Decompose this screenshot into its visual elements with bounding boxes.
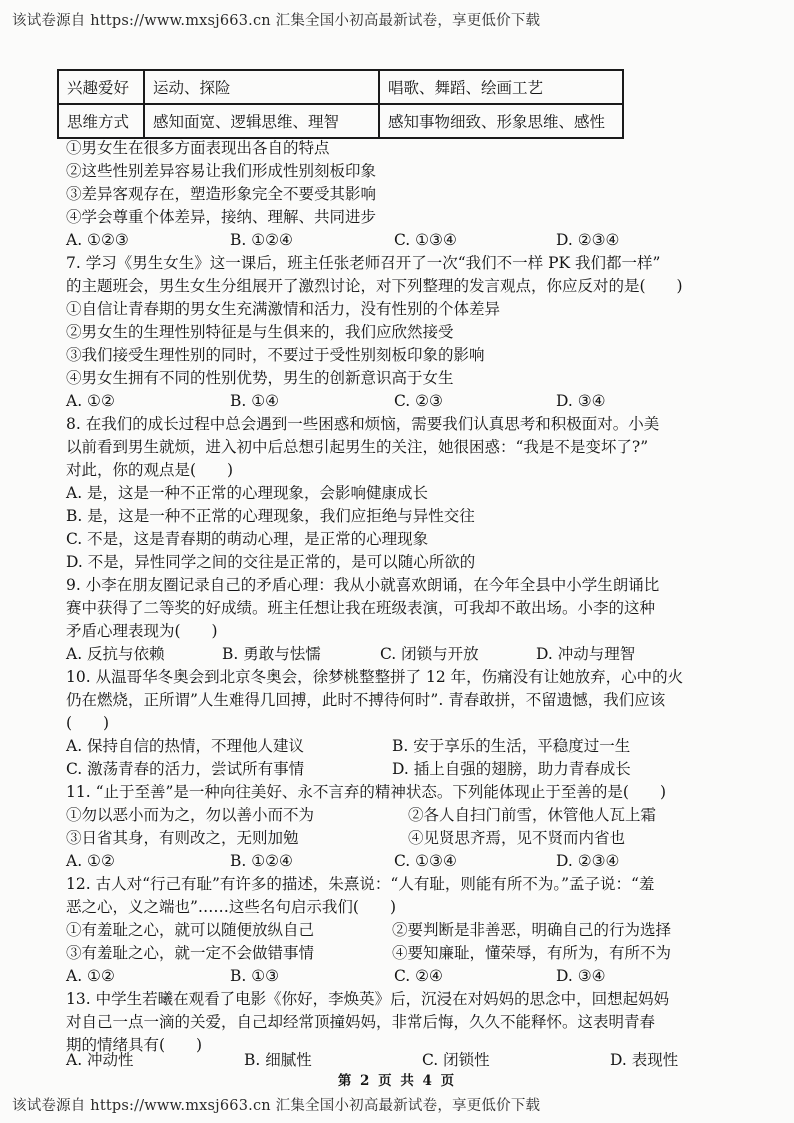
- option-c: C. 激荡青春的活力，尝试所有事情: [66, 760, 305, 778]
- option-d: D. ③④: [556, 392, 606, 410]
- option-a: A. 反抗与依赖: [66, 645, 165, 663]
- q7-stem: 的主题班会，男生女生分组展开了激烈讨论，对下列整理的发言观点，你应反对的是( ): [66, 277, 683, 295]
- option-b: B. ①③: [230, 967, 280, 985]
- option-d: D. ②③④: [556, 852, 620, 870]
- option-d: D. 表现性: [610, 1051, 679, 1069]
- q9-stem: 9. 小李在朋友圈记录自己的矛盾心理：我从小就喜欢朗诵，在今年全县中小学生朗诵比: [66, 576, 660, 594]
- q10-stem: 仍在燃烧，正所谓”人生难得几回搏，此时不搏待何时”. 青春敢拼，不留遗憾，我们应该: [66, 691, 666, 709]
- q13-stem: 13. 中学生若曦在观看了电影《你好，李焕英》后，沉浸在对妈妈的思念中，回想起妈妈: [66, 990, 670, 1008]
- q6-item: ②这些性别差异容易让我们形成性别刻板印象: [66, 162, 377, 180]
- option-b: B. 安于享乐的生活，平稳度过一生: [392, 737, 631, 755]
- option-a: A. ①②: [66, 967, 115, 985]
- q12-stem: 12. 古人对“行己有耻”有许多的描述，朱熹说：“人有耻，则能有所不为。”孟子说：“羞: [66, 875, 655, 893]
- q10-stem: ( ): [66, 714, 110, 732]
- option-a: A. 冲动性: [66, 1051, 134, 1069]
- option-c: C. ②④: [394, 967, 443, 985]
- gender-comparison-table: [57, 69, 624, 139]
- option-c: C. 闭锁性: [422, 1051, 490, 1069]
- option-c: C. 不是，这是青春期的萌动心理，是正常的心理现象: [66, 530, 429, 548]
- q13-stem: 期的情绪具有( ): [66, 1036, 203, 1054]
- table-row: [58, 70, 623, 104]
- q11-item: ②各人自扫门前雪，休管他人瓦上霜: [408, 806, 657, 824]
- option-a: A. ①②③: [66, 231, 129, 249]
- table-cell: 唱歌、舞蹈、绘画工艺: [379, 70, 623, 104]
- option-c: C. 闭锁与开放: [380, 645, 479, 663]
- option-b: B. 勇敢与怯懦: [222, 645, 321, 663]
- q7-item: ①自信让青春期的男女生充满激情和活力，没有性别的个体差异: [66, 300, 501, 318]
- option-a: A. 保持自信的热情，不理他人建议: [66, 737, 305, 755]
- option-d: D. 冲动与理智: [536, 645, 636, 663]
- q12-item: ③有羞耻之心，就一定不会做错事情: [66, 944, 315, 962]
- table-row: [58, 104, 623, 138]
- q9-stem: 矛盾心理表现为( ): [66, 622, 218, 640]
- option-b: B. 细腻性: [244, 1051, 312, 1069]
- option-d: D. ③④: [556, 967, 606, 985]
- q6-item: ④学会尊重个体差异，接纳、理解、共同进步: [66, 208, 377, 226]
- q11-item: ④见贤思齐焉，见不贤而内省也: [408, 829, 626, 847]
- table-cell: 思维方式: [58, 104, 144, 138]
- q6-item: ③差异客观存在，塑造形象完全不要受其影响: [66, 185, 377, 203]
- q10-stem: 10. 从温哥华冬奥会到北京冬奥会，徐梦桃整整拼了 12 年，伤痛没有让她放弃，心中的火: [66, 668, 684, 686]
- q8-stem: 以前看到男生就烦，进入初中后总想引起男生的关注，她很困惑：“我是不是变坏了?”: [66, 438, 649, 456]
- q9-stem: 赛中获得了二等奖的好成绩。班主任想让我在班级表演，可我却不敢出场。小李的这种: [66, 599, 656, 617]
- option-c: C. ②③: [394, 392, 443, 410]
- option-a: A. ①②: [66, 852, 115, 870]
- table-cell: 兴趣爱好: [58, 70, 144, 104]
- option-c: C. ①③④: [394, 852, 457, 870]
- q8-stem: 8. 在我们的成长过程中总会遇到一些困惑和烦恼，需要我们认真思考和积极面对。小美: [66, 415, 660, 433]
- q7-item: ④男女生拥有不同的性别优势，男生的创新意识高于女生: [66, 369, 454, 387]
- option-d: D. 插上自强的翅膀，助力青春成长: [392, 760, 631, 778]
- table-cell: 感知事物细致、形象思维、感性: [379, 104, 623, 138]
- option-b: B. 是，这是一种不正常的心理现象，我们应拒绝与异性交往: [66, 507, 475, 525]
- option-c: C. ①③④: [394, 231, 457, 249]
- page-number: 第 2 页 共 4 页: [337, 1073, 457, 1089]
- q11-item: ①勿以恶小而为之，勿以善小而不为: [66, 806, 315, 824]
- option-b: B. ①②④: [230, 231, 293, 249]
- option-a: A. 是，这是一种不正常的心理现象，会影响健康成长: [66, 484, 429, 502]
- source-banner-top: 该试卷源自 https://www.mxsj663.cn 汇集全国小初高最新试卷，享更低价下载: [12, 13, 541, 29]
- q11-stem: 11. “止于至善”是一种向往美好、永不言弃的精神状态。下列能体现止于至善的是( ): [66, 783, 667, 801]
- q12-item: ②要判断是非善恶，明确自己的行为选择: [392, 921, 672, 939]
- q11-item: ③日省其身，有则改之，无则加勉: [66, 829, 299, 847]
- q12-stem: 恶之心，义之端也”……这些名句启示我们( ): [66, 898, 397, 916]
- table-cell: 感知面宽、逻辑思维、理智: [144, 104, 379, 138]
- q12-item: ①有羞耻之心，就可以随便放纵自己: [66, 921, 315, 939]
- table-cell: 运动、探险: [144, 70, 379, 104]
- option-d: D. 不是，异性同学之间的交往是正常的，是可以随心所欲的: [66, 553, 476, 571]
- q7-item: ③我们接受生理性别的同时，不要过于受性别刻板印象的影响: [66, 346, 485, 364]
- source-banner-bottom: 该试卷源自 https://www.mxsj663.cn 汇集全国小初高最新试卷，享更低价下载: [12, 1098, 541, 1114]
- option-d: D. ②③④: [556, 231, 620, 249]
- q8-stem: 对此，你的观点是( ): [66, 461, 234, 479]
- q12-item: ④要知廉耻，懂荣辱，有所为，有所不为: [392, 944, 672, 962]
- q6-item: ①男女生在很多方面表现出各自的特点: [66, 139, 330, 157]
- q7-item: ②男女生的生理性别特征是与生俱来的，我们应欣然接受: [66, 323, 454, 341]
- option-b: B. ①④: [230, 392, 280, 410]
- q7-stem: 7. 学习《男生女生》这一课后，班主任张老师召开了一次“我们不一样 PK 我们都一样”: [66, 254, 661, 272]
- option-b: B. ①②④: [230, 852, 293, 870]
- q13-stem: 对自己一点一滴的关爱，自己却经常顶撞妈妈，非常后悔，久久不能释怀。这表明青春: [66, 1013, 656, 1031]
- option-a: A. ①②: [66, 392, 115, 410]
